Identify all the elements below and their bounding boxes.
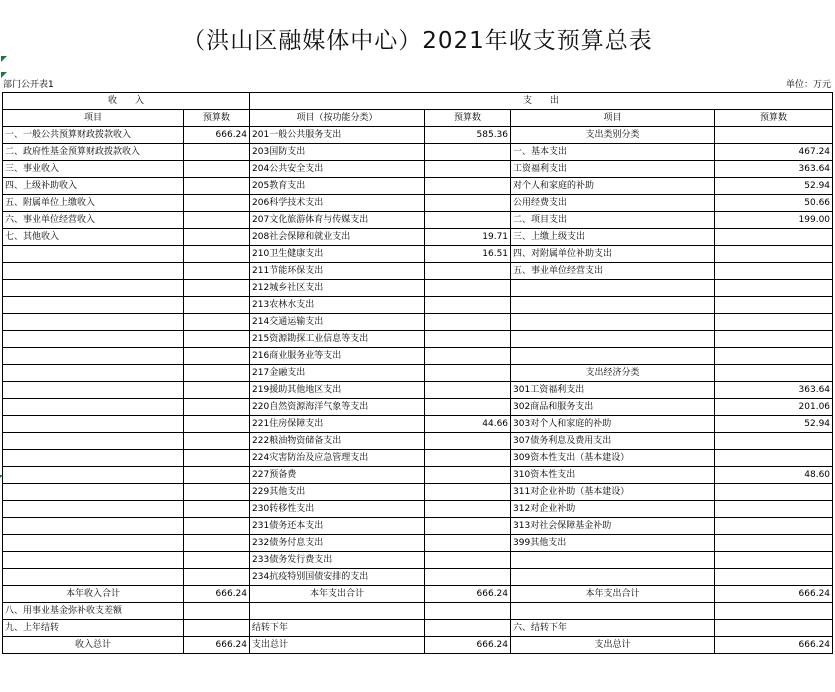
table-row — [3, 246, 833, 263]
func-value-cell — [425, 467, 511, 484]
func-item-cell: 222粮油物资储备支出 — [250, 433, 425, 450]
func-item-cell: 214交通运输支出 — [250, 314, 425, 331]
category-value-cell — [715, 365, 833, 382]
category-value-cell — [715, 263, 833, 280]
func-item-header: 项目（按功能分类） — [250, 110, 425, 127]
table-row — [3, 314, 833, 331]
category-item-cell: 公用经费支出 — [511, 195, 715, 212]
func-value-cell — [425, 433, 511, 450]
func-value-cell — [425, 178, 511, 195]
table-row — [3, 399, 833, 416]
income-value-cell — [184, 280, 250, 297]
category-value-cell — [715, 552, 833, 569]
category-value-cell: 201.06 — [715, 399, 833, 416]
income-value-cell — [184, 620, 250, 637]
func-item-cell: 203国防支出 — [250, 144, 425, 161]
func-budget-header: 预算数 — [425, 110, 511, 127]
income-value-cell — [184, 467, 250, 484]
income-item-cell: 六、事业单位经营收入 — [3, 212, 184, 229]
income-value-cell: 666.24 — [184, 127, 250, 144]
category-value-cell — [715, 535, 833, 552]
func-value-cell — [425, 331, 511, 348]
func-item-cell: 221住房保障支出 — [250, 416, 425, 433]
func-value-cell — [425, 535, 511, 552]
income-value-cell — [184, 297, 250, 314]
category-item-cell — [511, 603, 715, 620]
category-value-cell — [715, 620, 833, 637]
category-value-cell: 199.00 — [715, 212, 833, 229]
func-value-cell: 585.36 — [425, 127, 511, 144]
income-value-cell — [184, 450, 250, 467]
func-item-cell: 211节能环保支出 — [250, 263, 425, 280]
category-grand-label: 支出总计 — [511, 637, 715, 654]
func-value-cell — [425, 195, 511, 212]
income-item-cell: 九、上年结转 — [3, 620, 184, 637]
table-row — [3, 603, 833, 620]
income-item-cell — [3, 365, 184, 382]
category-item-cell — [511, 331, 715, 348]
category-item-cell: 工资福利支出 — [511, 161, 715, 178]
table-row — [3, 484, 833, 501]
func-item-cell: 213农林水支出 — [250, 297, 425, 314]
func-value-cell — [425, 501, 511, 518]
income-value-cell — [184, 603, 250, 620]
expense-total-value: 666.24 — [425, 586, 511, 603]
income-value-cell — [184, 246, 250, 263]
table-row — [3, 348, 833, 365]
income-item-cell — [3, 280, 184, 297]
func-value-cell — [425, 280, 511, 297]
income-grand-label: 收入总计 — [3, 637, 184, 654]
unit-label: 单位：万元 — [785, 80, 831, 90]
func-item-cell: 230转移性支出 — [250, 501, 425, 518]
func-item-cell: 206科学技术支出 — [250, 195, 425, 212]
income-item-cell — [3, 535, 184, 552]
income-grand-value: 666.24 — [184, 637, 250, 654]
category-item-cell: 四、对附属单位补助支出 — [511, 246, 715, 263]
category-value-cell: 48.60 — [715, 467, 833, 484]
category-value-cell — [715, 501, 833, 518]
func-item-cell: 231债务还本支出 — [250, 518, 425, 535]
income-item-cell: 三、事业收入 — [3, 161, 184, 178]
category-item-cell: 303对个人和家庭的补助 — [511, 416, 715, 433]
func-item-cell: 204公共安全支出 — [250, 161, 425, 178]
func-value-cell — [425, 569, 511, 586]
income-item-cell — [3, 416, 184, 433]
income-item-cell — [3, 552, 184, 569]
category-item-cell — [511, 297, 715, 314]
income-item-cell: 四、上级补助收入 — [3, 178, 184, 195]
category-item-cell — [511, 552, 715, 569]
func-value-cell — [425, 552, 511, 569]
func-item-cell: 232债务付息支出 — [250, 535, 425, 552]
category-item-cell — [511, 569, 715, 586]
category-item-cell: 三、上缴上级支出 — [511, 229, 715, 246]
income-item-cell — [3, 450, 184, 467]
func-item-cell: 224灾害防治及应急管理支出 — [250, 450, 425, 467]
category-value-cell — [715, 280, 833, 297]
table-row — [3, 552, 833, 569]
table-row — [3, 467, 833, 484]
table-row — [3, 416, 833, 433]
table-row — [3, 297, 833, 314]
func-value-cell — [425, 450, 511, 467]
func-item-cell: 219援助其他地区支出 — [250, 382, 425, 399]
category-value-cell — [715, 569, 833, 586]
func-item-cell: 结转下年 — [250, 620, 425, 637]
income-value-cell — [184, 433, 250, 450]
func-value-cell: 44.66 — [425, 416, 511, 433]
func-grand-label: 支出总计 — [250, 637, 425, 654]
table-row — [3, 450, 833, 467]
func-value-cell — [425, 263, 511, 280]
category-item-cell: 312对企业补助 — [511, 501, 715, 518]
income-item-header: 项目 — [3, 110, 184, 127]
income-value-cell — [184, 484, 250, 501]
category-item-cell: 五、事业单位经营支出 — [511, 263, 715, 280]
func-item-cell: 215资源勘探工业信息等支出 — [250, 331, 425, 348]
func-value-cell — [425, 297, 511, 314]
category-value-cell: 363.64 — [715, 161, 833, 178]
func-value-cell — [425, 399, 511, 416]
expense-total-label: 本年支出合计 — [250, 586, 425, 603]
category-item-cell: 301工资福利支出 — [511, 382, 715, 399]
category-value-cell — [715, 518, 833, 535]
category-value-cell — [715, 127, 833, 144]
category-item-cell: 313对社会保障基金补助 — [511, 518, 715, 535]
func-value-cell — [425, 212, 511, 229]
category-value-cell: 52.94 — [715, 416, 833, 433]
category-value-cell — [715, 450, 833, 467]
income-item-cell — [3, 348, 184, 365]
category-item-cell: 一、基本支出 — [511, 144, 715, 161]
func-value-cell — [425, 484, 511, 501]
income-value-cell — [184, 144, 250, 161]
func-value-cell: 19.71 — [425, 229, 511, 246]
category-value-cell — [715, 297, 833, 314]
func-item-cell: 234抗疫特别国债安排的支出 — [250, 569, 425, 586]
func-item-cell: 217金融支出 — [250, 365, 425, 382]
income-item-cell — [3, 433, 184, 450]
category-item-cell: 302商品和服务支出 — [511, 399, 715, 416]
func-item-cell: 207文化旅游体育与传媒支出 — [250, 212, 425, 229]
category-item-cell: 支出类别分类 — [511, 127, 715, 144]
category-budget-header: 预算数 — [715, 110, 833, 127]
func-item-cell: 216商业服务业等支出 — [250, 348, 425, 365]
income-item-cell — [3, 297, 184, 314]
category-value-cell — [715, 314, 833, 331]
table-row — [3, 280, 833, 297]
income-value-cell — [184, 178, 250, 195]
income-value-cell — [184, 314, 250, 331]
category-value-cell — [715, 484, 833, 501]
func-grand-value: 666.24 — [425, 637, 511, 654]
income-item-cell — [3, 331, 184, 348]
income-value-cell — [184, 518, 250, 535]
category-grand-value: 666.24 — [715, 637, 833, 654]
category-item-cell: 309资本性支出（基本建设） — [511, 450, 715, 467]
income-total-value: 666.24 — [184, 586, 250, 603]
table-row — [3, 212, 833, 229]
func-item-cell: 208社会保障和就业支出 — [250, 229, 425, 246]
totals-row — [3, 586, 833, 603]
income-item-cell: 二、政府性基金预算财政拨款收入 — [3, 144, 184, 161]
table-row — [3, 144, 833, 161]
func-value-cell — [425, 518, 511, 535]
income-item-cell — [3, 569, 184, 586]
income-value-cell — [184, 263, 250, 280]
category-total-value: 666.24 — [715, 586, 833, 603]
func-item-cell: 201一般公共服务支出 — [250, 127, 425, 144]
func-value-cell — [425, 620, 511, 637]
income-value-cell — [184, 161, 250, 178]
category-item-cell: 310资本性支出 — [511, 467, 715, 484]
category-value-cell — [715, 433, 833, 450]
income-value-cell — [184, 382, 250, 399]
func-item-cell: 210卫生健康支出 — [250, 246, 425, 263]
func-item-cell — [250, 603, 425, 620]
func-value-cell: 16.51 — [425, 246, 511, 263]
income-total-label: 本年收入合计 — [3, 586, 184, 603]
income-item-cell — [3, 518, 184, 535]
category-item-cell: 307债务利息及费用支出 — [511, 433, 715, 450]
income-value-cell — [184, 416, 250, 433]
income-item-cell: 七、其他收入 — [3, 229, 184, 246]
expense-section-header: 支 出 — [250, 93, 833, 110]
func-value-cell — [425, 348, 511, 365]
func-item-cell: 212城乡社区支出 — [250, 280, 425, 297]
category-item-cell: 399其他支出 — [511, 535, 715, 552]
income-item-cell — [3, 263, 184, 280]
income-value-cell — [184, 229, 250, 246]
category-value-cell — [715, 603, 833, 620]
income-item-cell: 一、一般公共预算财政拨款收入 — [3, 127, 184, 144]
income-value-cell — [184, 348, 250, 365]
func-value-cell — [425, 314, 511, 331]
category-total-label: 本年支出合计 — [511, 586, 715, 603]
func-item-cell: 205教育支出 — [250, 178, 425, 195]
func-item-cell: 233债务发行费支出 — [250, 552, 425, 569]
income-value-cell — [184, 535, 250, 552]
category-item-cell: 六、结转下年 — [511, 620, 715, 637]
table-row — [3, 195, 833, 212]
func-value-cell — [425, 365, 511, 382]
income-budget-header: 预算数 — [184, 110, 250, 127]
table-row — [3, 161, 833, 178]
func-item-cell: 220自然资源海洋气象等支出 — [250, 399, 425, 416]
category-item-cell — [511, 348, 715, 365]
income-section-header: 收 入 — [3, 93, 250, 110]
table-code: 部门公开表1 — [3, 80, 54, 90]
func-value-cell — [425, 382, 511, 399]
category-value-cell — [715, 348, 833, 365]
func-value-cell — [425, 144, 511, 161]
category-item-cell — [511, 314, 715, 331]
category-value-cell: 363.64 — [715, 382, 833, 399]
income-value-cell — [184, 195, 250, 212]
table-row — [3, 382, 833, 399]
category-value-cell — [715, 246, 833, 263]
table-row — [3, 501, 833, 518]
income-item-cell — [3, 467, 184, 484]
table-row — [3, 263, 833, 280]
column-header-row — [3, 110, 833, 127]
income-item-cell — [3, 399, 184, 416]
func-value-cell — [425, 161, 511, 178]
category-value-cell: 52.94 — [715, 178, 833, 195]
budget-table — [2, 92, 833, 654]
func-item-cell: 227预备费 — [250, 467, 425, 484]
income-value-cell — [184, 365, 250, 382]
page-title: （洪山区融媒体中心）2021年收支预算总表 — [182, 28, 653, 54]
income-value-cell — [184, 501, 250, 518]
income-item-cell — [3, 382, 184, 399]
grand-total-row — [3, 637, 833, 654]
table-row — [3, 433, 833, 450]
income-item-cell — [3, 501, 184, 518]
category-value-cell — [715, 331, 833, 348]
corner-mark-icon — [1, 72, 7, 78]
category-item-cell: 二、项目支出 — [511, 212, 715, 229]
category-item-cell: 支出经济分类 — [511, 365, 715, 382]
table-row — [3, 518, 833, 535]
func-value-cell — [425, 603, 511, 620]
income-value-cell — [184, 399, 250, 416]
category-item-cell: 311对企业补助（基本建设） — [511, 484, 715, 501]
income-value-cell — [184, 552, 250, 569]
table-row — [3, 127, 833, 144]
category-value-cell — [715, 229, 833, 246]
section-header-row — [3, 93, 833, 110]
category-item-cell — [511, 280, 715, 297]
income-item-cell — [3, 484, 184, 501]
table-row — [3, 331, 833, 348]
income-item-cell: 八、用事业基金弥补收支差额 — [3, 603, 184, 620]
income-value-cell — [184, 569, 250, 586]
category-item-cell: 对个人和家庭的补助 — [511, 178, 715, 195]
category-value-cell: 50.66 — [715, 195, 833, 212]
table-row — [3, 365, 833, 382]
table-row — [3, 229, 833, 246]
income-item-cell — [3, 246, 184, 263]
table-row — [3, 178, 833, 195]
table-row — [3, 569, 833, 586]
income-item-cell: 五、附属单位上缴收入 — [3, 195, 184, 212]
table-row — [3, 535, 833, 552]
cell-marker-icon — [0, 475, 3, 478]
table-row — [3, 620, 833, 637]
income-item-cell — [3, 314, 184, 331]
income-value-cell — [184, 212, 250, 229]
corner-mark-icon — [1, 56, 7, 62]
category-item-header: 项目 — [511, 110, 715, 127]
income-value-cell — [184, 331, 250, 348]
func-item-cell: 229其他支出 — [250, 484, 425, 501]
category-value-cell: 467.24 — [715, 144, 833, 161]
